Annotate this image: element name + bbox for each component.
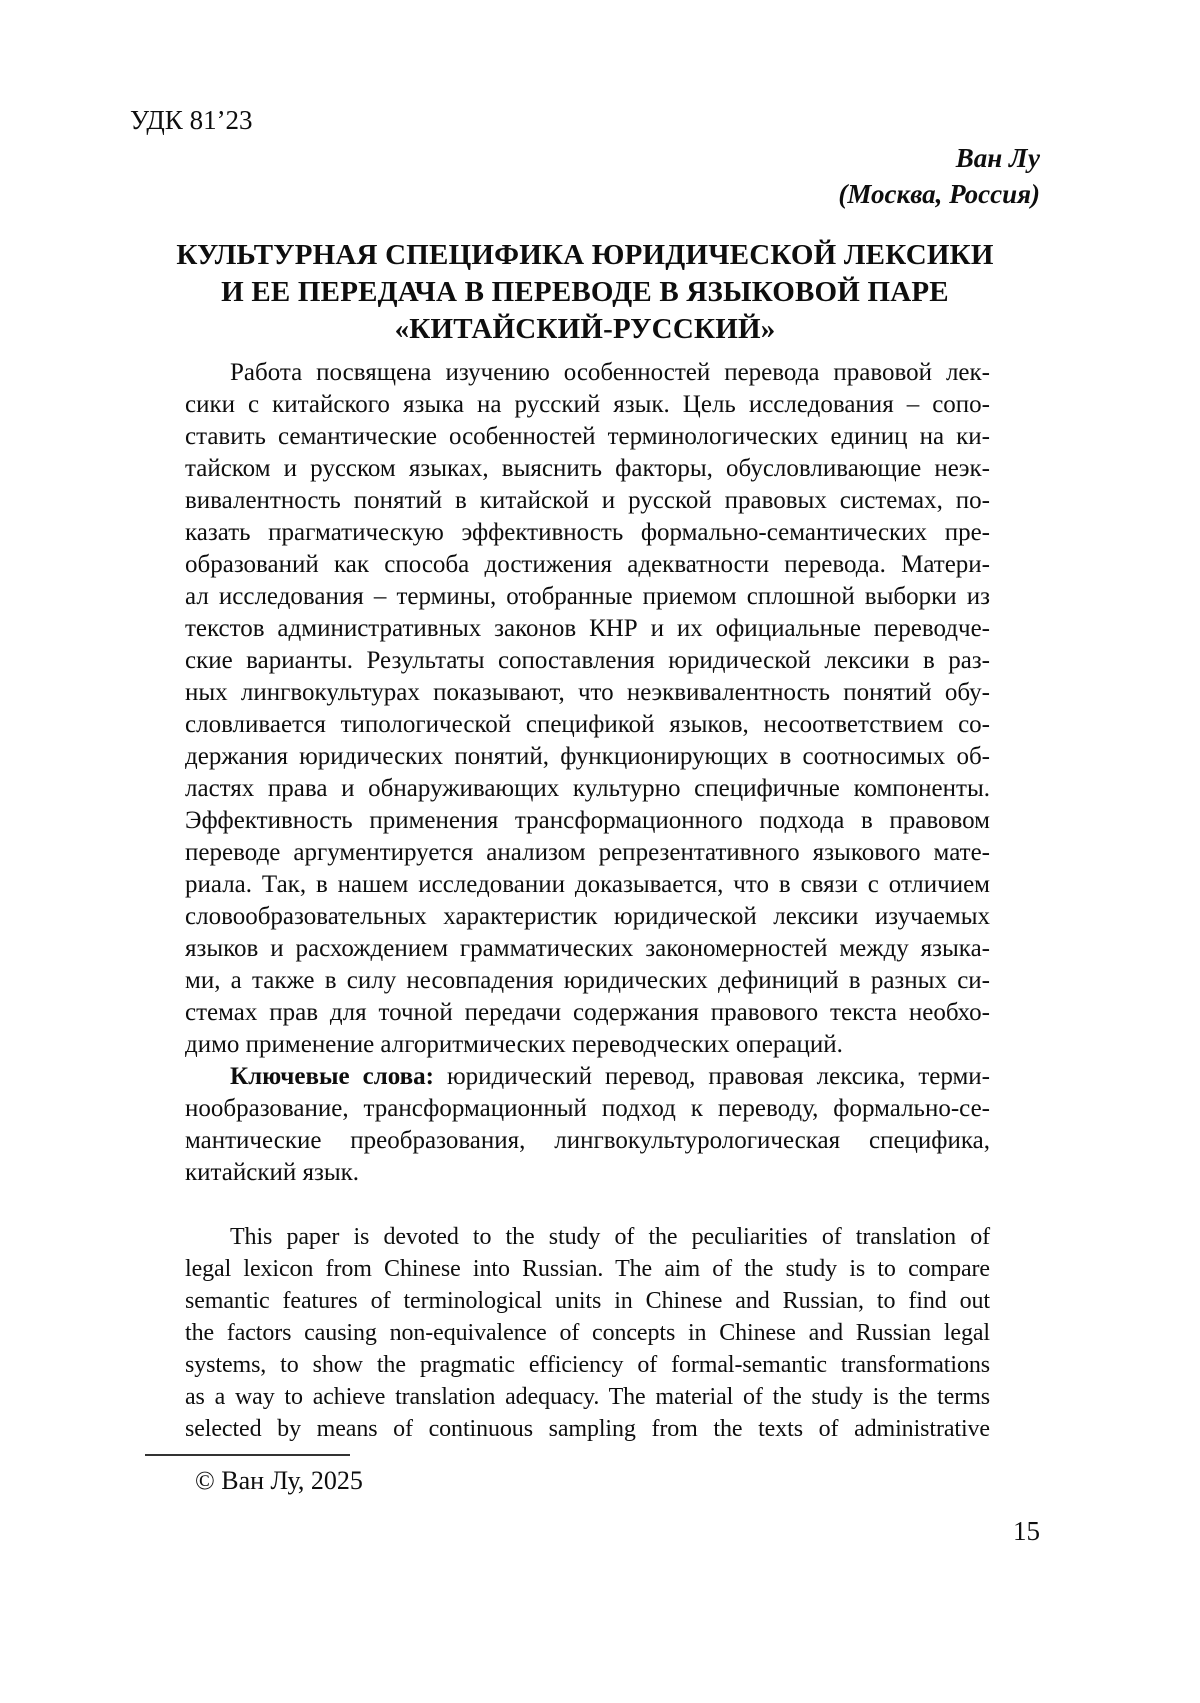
abstract-en-line: selected by means of continuous sampling from the texts of administrative — [185, 1416, 990, 1442]
keywords-first-line — [185, 1061, 990, 1093]
article-title-line: И ЕЕ ПЕРЕДАЧА В ПЕРЕВОДЕ В ЯЗЫКОВОЙ ПАРЕ — [221, 276, 949, 308]
keywords-line: китайский язык. — [185, 1159, 360, 1186]
abstract-ru-line: словливается типологической спецификой языков, несоответствием со- — [185, 711, 990, 738]
udc-label: УДК 81’23 — [130, 105, 253, 135]
abstract-ru-line: риала. Так, в нашем исследовании доказывается, что в связи с отличием — [185, 871, 990, 898]
abstract-ru-line: сики с китайского языка на русский язык. Цель исследования – сопо- — [185, 391, 990, 418]
article-title — [130, 237, 1040, 348]
abstract-en-line: semantic features of terminological units in Chinese and Russian, to find out — [185, 1288, 990, 1314]
abstract-ru-line: ал исследования – термины, отобранные приемом сплошной выборки из — [185, 583, 990, 610]
keywords-line: нообразование, трансформационный подход к переводу, формально-се- — [185, 1095, 990, 1122]
keywords-text: юридический перевод, правовая лексика, терми- — [447, 1063, 991, 1090]
footnote-divider — [145, 1454, 350, 1456]
abstract-ru-line: димо применение алгоритмических переводческих операций. — [185, 1031, 843, 1058]
author-block — [130, 140, 1040, 212]
abstract-en-line: systems, to show the pragmatic efficiency of formal-semantic transformations — [185, 1352, 990, 1378]
abstract-ru-line: ские варианты. Результаты сопоставления юридической лексики в раз- — [185, 647, 990, 674]
abstract-ru-line: текстов административных законов КНР и их официальные переводче- — [185, 615, 990, 642]
abstract-ru-line: Работа посвящена изучению особенностей перевода правовой лек- — [230, 359, 990, 386]
author-name: Ван Лу — [955, 143, 1040, 173]
abstract-ru-line: ластях права и обнаруживающих культурно специфичные компоненты. — [185, 775, 990, 802]
abstract-ru-line: словообразовательных характеристик юридической лексики изучаемых — [185, 903, 990, 930]
abstract-ru-line: вивалентность понятий в китайской и русской правовых системах, по- — [185, 487, 990, 514]
article-title-line: КУЛЬТУРНАЯ СПЕЦИФИКА ЮРИДИЧЕСКОЙ ЛЕКСИКИ — [176, 239, 994, 271]
author-location: (Москва, Россия) — [838, 179, 1040, 209]
abstract-ru-line: ми, а также в силу несовпадения юридических дефиниций в разных си- — [185, 967, 990, 994]
keywords-label: Ключевые слова: — [230, 1063, 434, 1090]
abstract-ru-line: Эффективность применения трансформационного подхода в правовом — [185, 807, 990, 834]
abstract-en-line: the factors causing non-equivalence of concepts in Chinese and Russian legal — [185, 1320, 990, 1346]
abstract-ru-line: образований как способа достижения адекватности перевода. Матери- — [185, 551, 990, 578]
abstract-en-line: This paper is devoted to the study of the peculiarities of translation of — [230, 1224, 990, 1250]
abstract-en-line: legal lexicon from Chinese into Russian. The aim of the study is to compare — [185, 1256, 990, 1282]
abstract-ru-line: стемах прав для точной передачи содержания правового текста необхо- — [185, 999, 990, 1026]
keywords-line: мантические преобразования, лингвокультурологическая специфика, — [185, 1127, 990, 1154]
abstract-ru-line: казать прагматическую эффективность формально-семантических пре- — [185, 519, 990, 546]
abstract-en-line: as a way to achieve translation adequacy. The material of the study is the terms — [185, 1384, 990, 1410]
abstract-ru-line: держания юридических понятий, функционирующих в соотносимых об- — [185, 743, 990, 770]
copyright-note: © Ван Лу, 2025 — [195, 1466, 363, 1495]
page-number: 15 — [1013, 1516, 1040, 1546]
abstract-ru-line: ставить семантические особенностей терминологических единиц на ки- — [185, 423, 990, 450]
abstract-ru-line: ных лингвокультурах показывают, что неэквивалентность понятий обу- — [185, 679, 990, 706]
abstract-ru-line: переводе аргументируется анализом репрезентативного языкового мате- — [185, 839, 990, 866]
article-title-line: «КИТАЙСКИЙ-РУССКИЙ» — [394, 313, 776, 345]
abstract-english — [185, 1221, 990, 1445]
abstract-ru-line: тайском и русском языках, выяснить факторы, обусловливающие неэк- — [185, 455, 990, 482]
abstract-russian — [185, 357, 990, 1189]
abstract-ru-line: языков и расхождением грамматических закономерностей между языка- — [185, 935, 990, 962]
